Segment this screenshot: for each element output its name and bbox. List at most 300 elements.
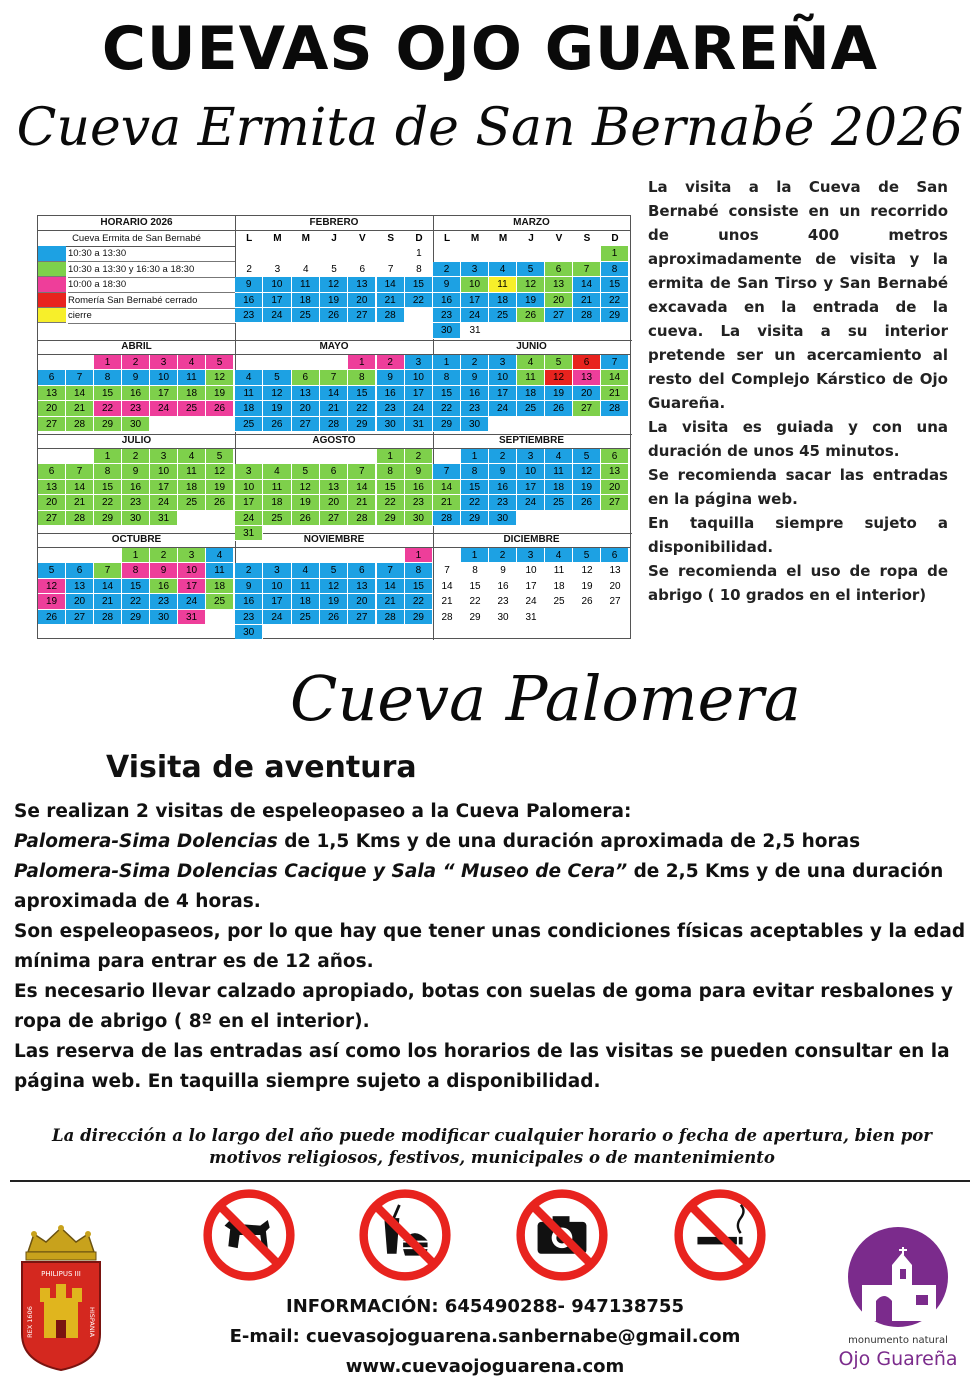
calendar-day: 15 [601, 277, 629, 292]
calendar-day: 13 [601, 464, 629, 479]
calendar-day: 29 [461, 511, 489, 526]
adventure-heading: Visita de aventura [106, 750, 417, 785]
calendar-day: 4 [517, 355, 545, 370]
no-dogs-icon [202, 1188, 296, 1282]
calendar-day: 28 [441, 611, 453, 623]
calendar-day: 15 [94, 386, 122, 401]
description-paragraph: Se recomienda sacar las entradas en la página web. [648, 466, 948, 508]
calendar-day: 14 [441, 580, 453, 592]
calendar-day: 1 [433, 355, 461, 370]
calendar-day: 6 [320, 464, 348, 479]
calendar-day: 21 [441, 596, 453, 608]
calendar-day: 5 [320, 563, 348, 578]
calendar-day: 22 [122, 594, 150, 609]
calendar-day: 8 [416, 263, 422, 275]
calendar-day: 19 [263, 401, 291, 416]
calendar-day: 19 [517, 293, 545, 308]
legend-swatch [38, 246, 66, 261]
calendar-day: 11 [206, 563, 234, 578]
calendar-day: 19 [573, 480, 601, 495]
calendar-day: 12 [38, 579, 66, 594]
calendar-day: 23 [461, 401, 489, 416]
calendar-day: 4 [292, 563, 320, 578]
calendar-day: 5 [573, 449, 601, 464]
calendar-day: 17 [150, 386, 178, 401]
calendar-day: 21 [348, 495, 376, 510]
weekday-label: V [359, 233, 366, 244]
requirements-paragraph: Son espeleopaseos, por lo que hay que tener unas condiciones físicas aceptables y la edad mínima para entrar es de 12 años. [14, 921, 966, 972]
calendar-day: 8 [405, 563, 433, 578]
calendar-day: 29 [94, 511, 122, 526]
calendar-day: 26 [206, 495, 234, 510]
calendar-day: 30 [235, 625, 263, 640]
calendar-day: 16 [122, 480, 150, 495]
calendar-day: 24 [150, 401, 178, 416]
calendar-day: 27 [573, 401, 601, 416]
calendar-day: 14 [377, 277, 405, 292]
calendar-day: 3 [517, 449, 545, 464]
calendar-day: 15 [433, 386, 461, 401]
calendar-day: 10 [150, 464, 178, 479]
calendar-day: 6 [66, 563, 94, 578]
calendar-day: 21 [320, 401, 348, 416]
calendar-day: 13 [573, 370, 601, 385]
calendar-day: 6 [38, 370, 66, 385]
calendar-day: 3 [150, 355, 178, 370]
calendar-day: 24 [235, 511, 263, 526]
calendar-day: 18 [263, 495, 291, 510]
route-1-desc: de 1,5 Kms y de una duración aproximada de 2,5 horas [277, 831, 861, 852]
calendar-day: 2 [489, 449, 517, 464]
calendar-day: 23 [122, 495, 150, 510]
calendar-day: 18 [489, 293, 517, 308]
calendar-day: 29 [377, 511, 405, 526]
calendar-day: 20 [320, 495, 348, 510]
contact-email[interactable]: E-mail: cuevasojoguarena.sanbernabe@gmail.com [229, 1326, 741, 1347]
calendar-day: 26 [292, 511, 320, 526]
calendar-day: 2 [489, 548, 517, 563]
calendar-day: 4 [489, 262, 517, 277]
contact-phone: INFORMACIÓN: 645490288- 947138755 [286, 1296, 684, 1317]
calendar-day: 13 [609, 565, 621, 577]
calendar-day: 8 [377, 464, 405, 479]
calendar-day: 11 [292, 579, 320, 594]
calendar-day: 31 [469, 325, 481, 337]
calendar-day: 4 [178, 449, 206, 464]
calendar-day: 20 [38, 401, 66, 416]
legend-label: 10:30 a 13:30 [68, 246, 235, 262]
calendar-day: 12 [320, 277, 348, 292]
calendar-day: 7 [377, 563, 405, 578]
calendar-day: 19 [206, 386, 234, 401]
calendar-day: 6 [545, 262, 573, 277]
calendar-day: 26 [320, 308, 348, 323]
calendar-day: 21 [433, 495, 461, 510]
legend-swatch [38, 308, 66, 323]
calendar-day: 9 [433, 277, 461, 292]
calendar-day: 25 [489, 308, 517, 323]
calendar-day: 17 [178, 579, 206, 594]
calendar-day: 16 [235, 293, 263, 308]
calendar-day: 20 [66, 594, 94, 609]
calendar-day: 23 [235, 610, 263, 625]
calendar-day: 9 [489, 464, 517, 479]
calendar-day: 22 [94, 401, 122, 416]
month-header: JULIO [38, 434, 235, 449]
calendar-day: 25 [545, 495, 573, 510]
calendar-day: 19 [545, 386, 573, 401]
calendar-day: 15 [405, 277, 433, 292]
calendar-day: 13 [348, 579, 376, 594]
calendar-day: 10 [235, 480, 263, 495]
calendar-day: 15 [122, 579, 150, 594]
calendar-day: 20 [292, 401, 320, 416]
calendar-day: 6 [359, 263, 366, 275]
calendar-day: 27 [38, 417, 66, 432]
month-header: MAYO [235, 340, 433, 355]
calendar-day: 18 [235, 401, 263, 416]
calendar-day: 15 [348, 386, 376, 401]
description-paragraph: Se recomienda el uso de ropa de abrigo ( 10 grados en el interior) [648, 562, 948, 604]
calendar-day: 10 [461, 277, 489, 292]
calendar-day: 8 [348, 370, 376, 385]
calendar-day: 26 [573, 495, 601, 510]
contact-website[interactable]: www.cuevaojoguarena.com [345, 1356, 625, 1377]
calendar-day: 30 [377, 417, 405, 432]
calendar-day: 27 [66, 610, 94, 625]
calendar-day: 27 [601, 495, 629, 510]
calendar-day: 22 [433, 401, 461, 416]
calendar-day: 15 [405, 579, 433, 594]
route-1-name: Palomera-Sima Dolencias [14, 831, 278, 852]
calendar-day: 14 [66, 386, 94, 401]
calendar-day: 17 [461, 293, 489, 308]
no-camera-icon [515, 1188, 609, 1282]
calendar-day: 7 [433, 464, 461, 479]
booking-paragraph: Las reserva de las entradas así como los horarios de las visitas se pueden consultar en la página web. En taquilla siempre sujeto a disponibilidad. [14, 1041, 950, 1092]
calendar-day: 3 [150, 449, 178, 464]
calendar-day: 4 [178, 355, 206, 370]
calendar-day: 10 [525, 565, 537, 577]
calendar-day: 3 [461, 262, 489, 277]
calendar-day: 8 [472, 565, 478, 577]
calendar-day: 11 [263, 480, 291, 495]
calendar-day: 9 [405, 464, 433, 479]
calendar-day: 5 [206, 355, 234, 370]
calendar-day: 24 [517, 495, 545, 510]
calendar-day: 9 [150, 563, 178, 578]
calendar-day: 23 [497, 596, 509, 608]
calendar-day: 21 [601, 386, 629, 401]
calendar-day: 17 [263, 293, 291, 308]
calendar-day: 16 [122, 386, 150, 401]
calendar-day: 18 [178, 480, 206, 495]
calendar-day: 5 [206, 449, 234, 464]
weekday-label: L [443, 233, 451, 244]
calendar-day: 12 [581, 565, 593, 577]
calendar-day: 7 [387, 263, 394, 275]
calendar-day: 6 [292, 370, 320, 385]
calendar-day: 24 [489, 401, 517, 416]
calendar-day: 3 [263, 563, 291, 578]
calendar-day: 15 [94, 480, 122, 495]
calendar-day: 23 [235, 308, 263, 323]
page-title: CUEVAS OJO GUAREÑA [101, 14, 879, 84]
legend-swatch [38, 262, 66, 277]
calendar-day: 30 [433, 323, 461, 338]
calendar-day: 1 [122, 548, 150, 563]
calendar-day: 29 [601, 308, 629, 323]
month-header: OCTUBRE [38, 533, 235, 548]
calendar-day: 22 [469, 596, 481, 608]
calendar-day: 1 [94, 355, 122, 370]
calendar-day: 1 [348, 355, 376, 370]
calendar-day: 24 [263, 308, 291, 323]
calendar-day: 21 [66, 401, 94, 416]
weekday-label: M [470, 233, 480, 244]
calendar-day: 28 [377, 610, 405, 625]
calendar-day: 16 [405, 480, 433, 495]
calendar-day: 17 [405, 386, 433, 401]
calendar-day: 21 [573, 293, 601, 308]
calendar-table [37, 215, 631, 639]
calendar-day: 10 [263, 277, 291, 292]
calendar-day: 18 [553, 580, 565, 592]
calendar-day: 22 [94, 495, 122, 510]
calendar-day: 8 [94, 370, 122, 385]
calendar-day: 13 [348, 277, 376, 292]
calendar-day: 6 [573, 355, 601, 370]
weekday-label: J [528, 233, 534, 244]
calendar-day: 10 [405, 370, 433, 385]
calendar-day: 8 [461, 464, 489, 479]
calendar-day: 6 [601, 548, 629, 563]
calendar-day: 30 [489, 511, 517, 526]
calendar-day: 12 [545, 370, 573, 385]
calendar-day: 26 [263, 417, 291, 432]
calendar-day: 22 [377, 495, 405, 510]
calendar-day: 25 [553, 596, 565, 608]
calendar-day: 22 [405, 293, 433, 308]
calendar-day: 1 [377, 449, 405, 464]
calendar-day: 26 [517, 308, 545, 323]
calendar-day: 8 [94, 464, 122, 479]
calendar-day: 20 [601, 480, 629, 495]
calendar-day: 7 [573, 262, 601, 277]
calendar-day: 4 [545, 449, 573, 464]
calendar-day: 16 [489, 480, 517, 495]
month-header: MARZO [433, 216, 630, 231]
calendar-day: 20 [348, 293, 376, 308]
calendar-day: 23 [433, 308, 461, 323]
calendar-day: 12 [320, 579, 348, 594]
calendar-day: 28 [320, 417, 348, 432]
calendar-day: 25 [178, 401, 206, 416]
calendar-day: 27 [38, 511, 66, 526]
calendar-day: 30 [122, 417, 150, 432]
calendar-day: 11 [178, 464, 206, 479]
weekday-label: L [246, 233, 253, 244]
calendar-day: 12 [263, 386, 291, 401]
description-paragraph: La visita a la Cueva de San Bernabé consiste en un recorrido de unos 400 metros aproximadamente de visita y la ermita de San Tirso y San Bernabé excavada en la entrada de la cueva. La visita a su interior pretende ser un acercamiento al resto del Complejo Kárstico de Ojo Guareña. [648, 178, 948, 412]
calendar-day: 24 [178, 594, 206, 609]
divider [10, 1180, 970, 1182]
calendar-day: 7 [348, 464, 376, 479]
calendar-day: 9 [235, 277, 263, 292]
calendar-day: 22 [405, 594, 433, 609]
calendar-day: 26 [545, 401, 573, 416]
calendar-day: 12 [573, 464, 601, 479]
calendar-day: 31 [525, 611, 537, 623]
calendar-day: 21 [66, 495, 94, 510]
crest-right-text: HISPANIA [88, 1306, 96, 1338]
legend-label: 10:00 a 18:30 [68, 277, 235, 293]
calendar-day: 3 [274, 263, 281, 275]
calendar-day: 31 [405, 417, 433, 432]
calendar-day: 30 [150, 610, 178, 625]
calendar-day: 8 [601, 262, 629, 277]
route-1 [14, 827, 970, 857]
calendar-day: 10 [489, 370, 517, 385]
calendar-day: 18 [206, 579, 234, 594]
calendar-day: 2 [122, 449, 150, 464]
calendar-day: 5 [517, 262, 545, 277]
calendar-day: 30 [405, 511, 433, 526]
calendar-day: 6 [348, 563, 376, 578]
calendar-day: 14 [348, 480, 376, 495]
calendar-day: 17 [489, 386, 517, 401]
weekday-label: J [331, 233, 337, 244]
calendar-day: 15 [469, 580, 481, 592]
calendar-day: 26 [38, 610, 66, 625]
calendar-day: 19 [38, 594, 66, 609]
calendar-day: 11 [178, 370, 206, 385]
calendar-day: 12 [206, 370, 234, 385]
calendar-day: 5 [38, 563, 66, 578]
calendar-day: 11 [292, 277, 320, 292]
calendar-day: 2 [433, 262, 461, 277]
calendar-day: 18 [178, 386, 206, 401]
calendar-day: 12 [292, 480, 320, 495]
calendar-day: 18 [517, 386, 545, 401]
calendar-day: 2 [461, 355, 489, 370]
calendar-day: 10 [517, 464, 545, 479]
calendar-day: 27 [348, 610, 376, 625]
calendar-title: HORARIO 2026 [38, 216, 235, 231]
calendar-day: 2 [405, 449, 433, 464]
calendar-day: 2 [246, 263, 252, 275]
calendar-day: 26 [206, 401, 234, 416]
calendar-day: 24 [263, 610, 291, 625]
calendar-day: 24 [525, 596, 537, 608]
calendar-day: 15 [461, 480, 489, 495]
crest-left-text: REX 1606 [26, 1306, 34, 1338]
calendar-day: 4 [206, 548, 234, 563]
calendar-day: 1 [461, 548, 489, 563]
calendar-day: 28 [66, 417, 94, 432]
calendar-day: 4 [263, 464, 291, 479]
calendar-day: 19 [206, 480, 234, 495]
calendar-day: 1 [94, 449, 122, 464]
calendar-day: 14 [377, 579, 405, 594]
calendar-day: 14 [601, 370, 629, 385]
calendar-day: 13 [292, 386, 320, 401]
calendar-day: 12 [517, 277, 545, 292]
calendar-day: 13 [320, 480, 348, 495]
logo-caption: monumento natural [848, 1335, 948, 1346]
calendar-day: 27 [545, 308, 573, 323]
calendar-day: 3 [235, 464, 263, 479]
calendar-day: 7 [444, 565, 450, 577]
calendar-day: 17 [263, 594, 291, 609]
calendar-day: 21 [377, 594, 405, 609]
legend-label: cierre [68, 308, 235, 324]
calendar-day: 27 [348, 308, 376, 323]
calendar-day: 3 [517, 548, 545, 563]
weekday-label: M [498, 233, 508, 244]
calendar-day: 6 [38, 464, 66, 479]
month-header: DICIEMBRE [433, 533, 630, 548]
calendar-day: 9 [500, 565, 506, 577]
calendar-day: 1 [416, 248, 422, 260]
ermita-description [648, 175, 948, 607]
calendar-day: 17 [150, 480, 178, 495]
calendar-day: 23 [489, 495, 517, 510]
calendar-day: 7 [320, 370, 348, 385]
calendar-day: 26 [581, 596, 593, 608]
calendar-day: 20 [38, 495, 66, 510]
calendar-day: 30 [497, 611, 509, 623]
calendar-day: 24 [461, 308, 489, 323]
calendar-day: 28 [573, 308, 601, 323]
calendar-day: 5 [545, 355, 573, 370]
calendar-day: 9 [122, 464, 150, 479]
calendar-day: 28 [66, 511, 94, 526]
description-paragraph: La visita es guiada y con una duración de unos 45 minutos. [648, 418, 948, 460]
calendar-day: 25 [292, 610, 320, 625]
month-header: JUNIO [433, 340, 630, 355]
calendar-day: 23 [150, 594, 178, 609]
calendar-day: 7 [601, 355, 629, 370]
calendar-day: 29 [469, 611, 481, 623]
calendar-day: 29 [348, 417, 376, 432]
calendar-day: 6 [601, 449, 629, 464]
calendar-day: 24 [405, 401, 433, 416]
weekday-label: S [387, 233, 394, 244]
legend-swatch [38, 277, 66, 292]
calendar-day: 17 [517, 480, 545, 495]
calendar-day: 31 [178, 610, 206, 625]
calendar-day: 16 [433, 293, 461, 308]
calendar-day: 7 [66, 370, 94, 385]
calendar-day: 25 [235, 417, 263, 432]
calendar-day: 25 [517, 401, 545, 416]
calendar-day: 31 [150, 511, 178, 526]
calendar-day: 19 [292, 495, 320, 510]
calendar-day: 29 [122, 610, 150, 625]
palomera-details [14, 797, 970, 1097]
calendar-day: 18 [545, 480, 573, 495]
calendar-day: 5 [331, 263, 337, 275]
calendar-day: 25 [263, 511, 291, 526]
calendar-day: 16 [235, 594, 263, 609]
calendar-day: 27 [609, 596, 621, 608]
calendar-day: 22 [601, 293, 629, 308]
calendar-day: 19 [581, 580, 593, 592]
calendar-day: 5 [263, 370, 291, 385]
palomera-title: Cueva Palomera [290, 662, 801, 735]
calendar-day: 27 [292, 417, 320, 432]
